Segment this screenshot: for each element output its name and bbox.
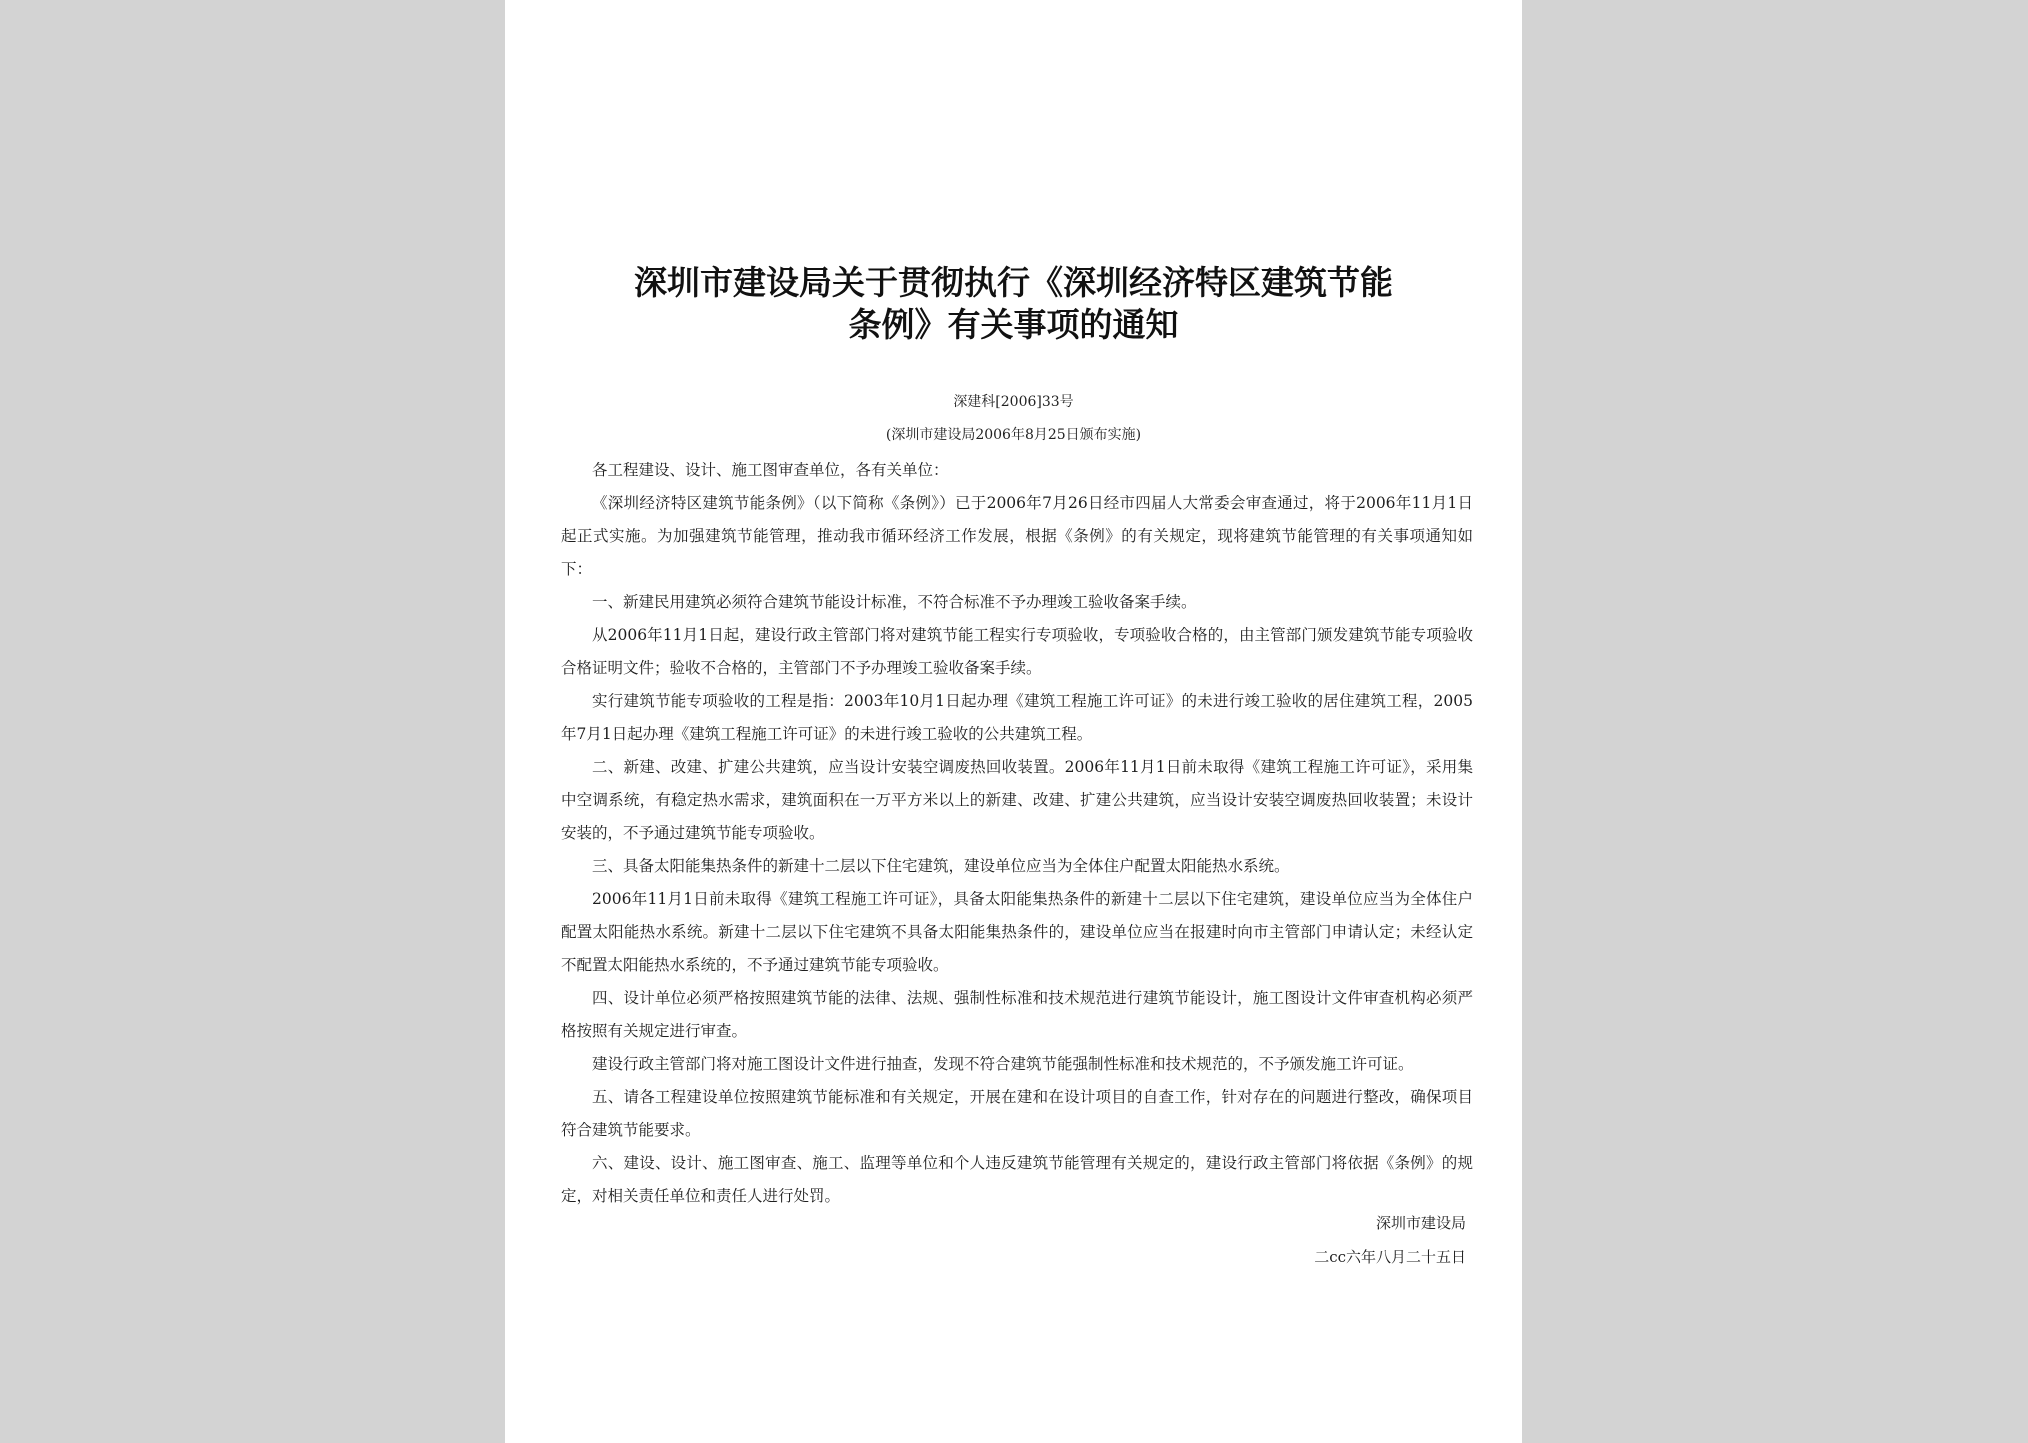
paragraph: 二、新建、改建、扩建公共建筑，应当设计安装空调废热回收装置。2006年11月1日前未取得《建筑工程施工许可证》，采用集中空调系统，有稳定热水需求，建筑面积在一万平方米以上的新建、改建、扩建公共建筑，应当设计安装空调废热回收装置；未设计安装的，不予通过建筑节能专项验收。 — [561, 758, 1473, 842]
paragraph: 建设行政主管部门将对施工图设计文件进行抽查，发现不符合建筑节能强制性标准和技术规范的，不予颁发施工许可证。 — [592, 1055, 1414, 1073]
paragraph: 《深圳经济特区建筑节能条例》（以下简称《条例》）已于2006年7月26日经市四届人大常委会审查通过，将于2006年11月1日起正式实施。为加强建筑节能管理，推动我市循环经济工作发展，根据《条例》的有关规定，现将建筑节能管理的有关事项通知如下： — [561, 494, 1473, 578]
paragraph: 从2006年11月1日起，建设行政主管部门将对建筑节能工程实行专项验收，专项验收合格的，由主管部门颁发建筑节能专项验收合格证明文件；验收不合格的，主管部门不予办理竣工验收备案手续。 — [561, 626, 1473, 677]
paragraph: 2006年11月1日前未取得《建筑工程施工许可证》，具备太阳能集热条件的新建十二层以下住宅建筑，建设单位应当为全体住户配置太阳能热水系统。新建十二层以下住宅建筑不具备太阳能集热条件的，建设单位应当在报建时向市主管部门申请认定；未经认定不配置太阳能热水系统的，不予通过建筑节能专项验收。 — [561, 890, 1473, 974]
paragraph: 一、新建民用建筑必须符合建筑节能设计标准，不符合标准不予办理竣工验收备案手续。 — [592, 593, 1197, 611]
document-title — [565, 262, 1462, 346]
document-body — [561, 454, 1473, 1213]
paragraph: 六、建设、设计、施工图审查、施工、监理等单位和个人违反建筑节能管理有关规定的，建设行政主管部门将依据《条例》的规定，对相关责任单位和责任人进行处罚。 — [561, 1154, 1473, 1205]
promulgation-note: (深圳市建设局2006年8月25日颁布实施) — [885, 427, 1142, 443]
document-title-line-2: 条例》有关事项的通知 — [848, 305, 1179, 344]
signature-date: 二cc六年八月二十五日 — [1314, 1248, 1466, 1266]
document-page — [505, 0, 1522, 1443]
paragraph: 四、设计单位必须严格按照建筑节能的法律、法规、强制性标准和技术规范进行建筑节能设计，施工图设计文件审查机构必须严格按照有关规定进行审查。 — [561, 989, 1473, 1040]
signature-organization: 深圳市建设局 — [1375, 1214, 1466, 1232]
document-number: 深建科[2006]33号 — [953, 394, 1074, 410]
document-title-line-1: 深圳市建设局关于贯彻执行《深圳经济特区建筑节能 — [634, 263, 1393, 302]
paragraph: 五、请各工程建设单位按照建筑节能标准和有关规定，开展在建和在设计项目的自查工作，针对存在的问题进行整改，确保项目符合建筑节能要求。 — [561, 1088, 1473, 1139]
paragraph: 三、具备太阳能集热条件的新建十二层以下住宅建筑，建设单位应当为全体住户配置太阳能热水系统。 — [592, 857, 1290, 875]
salutation: 各工程建设、设计、施工图审查单位，各有关单位： — [592, 461, 949, 479]
paragraph: 实行建筑节能专项验收的工程是指：2003年10月1日起办理《建筑工程施工许可证》的未进行竣工验收的居住建筑工程，2005年7月1日起办理《建筑工程施工许可证》的未进行竣工验收的公共建筑工程。 — [561, 692, 1473, 743]
